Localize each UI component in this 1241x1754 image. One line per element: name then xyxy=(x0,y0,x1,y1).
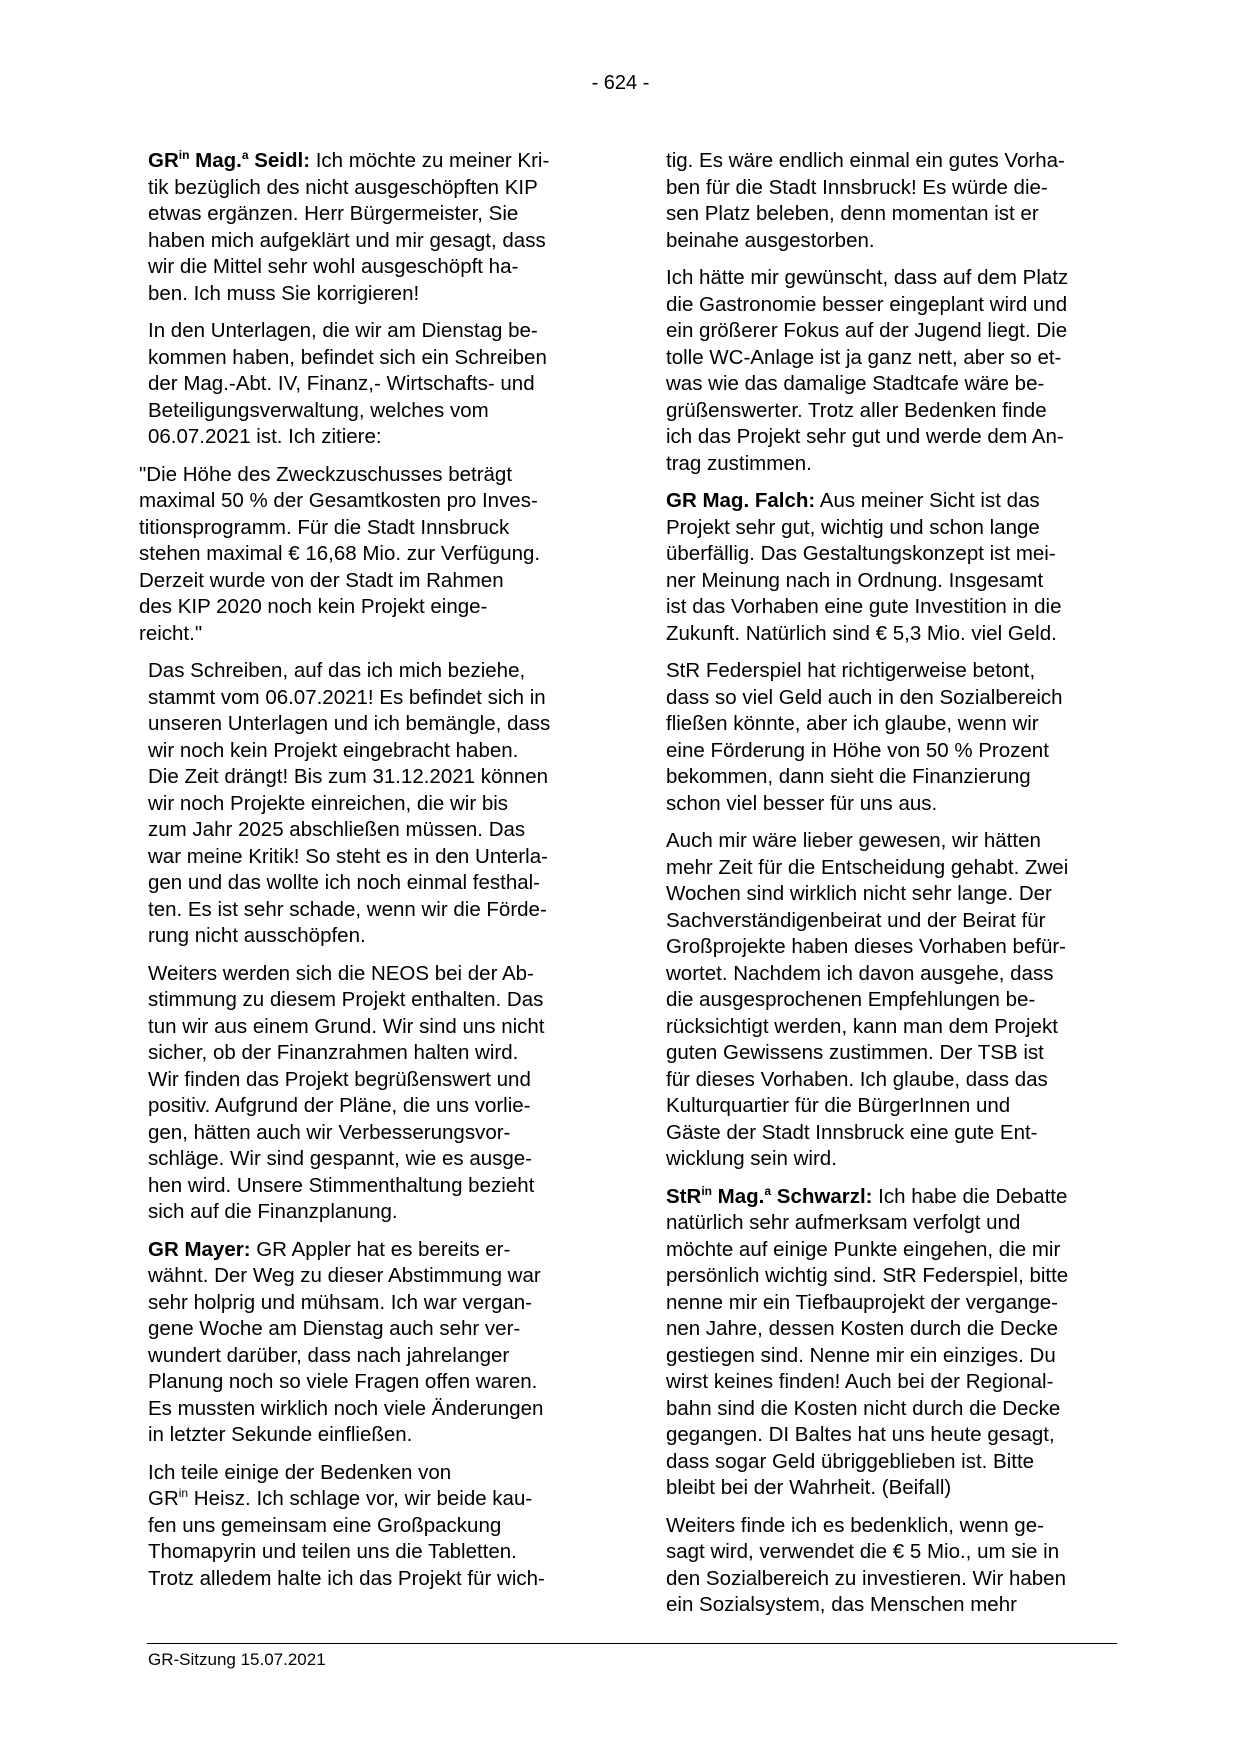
paragraph: Weiters werden sich die NEOS bei der Ab- stimmung zu diesem Projekt enthalten. Das tun wir aus einem Grund. Wir sind uns nicht sicher, ob der Finanzrahmen halten wird. Wir finden das Projekt begrüßenswert und positiv. Aufgrund der Pläne, die uns vorlie- gen, hätten auch wir Verbesserungsvor- schläge. Wir sind gespannt, wie es ausge- hen wird. Unsere Stimmenthaltung bezieht sich auf die Finanzplanung. xyxy=(148,961,545,1223)
footer-session-date: GR-Sitzung 15.07.2021 xyxy=(148,1650,326,1669)
paragraph: Auch mir wäre lieber gewesen, wir hätten mehr Zeit für die Entscheidung gehabt. Zwei Wochen sind wirklich nicht sehr lange. Der Sachverständigenbeirat und der Beirat für Großprojekte haben dieses Vorhaben befür- wortet. Nachdem ich davon ausgehe, dass die ausgesprochenen Empfehlungen be- rücksichtigt werden, kann man dem Projekt guten Gewissens zustimmen. Der TSB ist für dieses Vorhaben. Ich glaube, dass das Kulturquartier für die BürgerInnen und Gäste der Stadt Innsbruck eine gute Ent- wicklung sein wird. xyxy=(666,829,1069,1170)
paragraph: StR Federspiel hat richtigerweise betont, dass so viel Geld auch in den Sozialbereich fließen könnte, aber ich glaube, wenn wir eine Förderung in Höhe von 50 % Prozent bekommen, dann sieht die Finanzierung schon viel besser für uns aus. xyxy=(666,659,1063,815)
paragraph: In den Unterlagen, die wir am Dienstag be- kommen haben, befindet sich ein Schreiben der Mag.-Abt. IV, Finanz,- Wirtschafts- und Beteiligungsverwaltung, welches vom 06.07.2021 ist. Ich zitiere: xyxy=(148,319,547,448)
left-column xyxy=(139,148,588,1603)
paragraph: tig. Es wäre endlich einmal ein gutes Vorha- ben für die Stadt Innsbruck! Es würde die- sen Platz beleben, denn momentan ist er beinahe ausgestorben. xyxy=(666,149,1065,252)
page-number: - 624 - xyxy=(591,72,650,94)
paragraph-seidl-intro: $GR^{in}$ Mag.$^a$ Seidl: Ich möchte zu meiner Kri- tik bezüglich des nicht ausgeschöpften KIP etwas ergänzen. Herr Bürgermeister, Sie haben mich aufgeklärt und mir gesagt, dass wir die Mittel sehr wohl ausgeschöpft ha- ben. Ich muss Sie korrigieren! xyxy=(148,148,550,305)
paragraph: Das Schreiben, auf das ich mich beziehe, stammt vom 06.07.2021! Es befindet sich in unseren Unterlagen und ich bemängle, dass wir noch kein Projekt eingebracht haben. Die Zeit drängt! Bis zum 31.12.2021 können wir noch Projekte einreichen, die wir bis zum Jahr 2025 abschließen müssen. Das war meine Kritik! So steht es in den Unterla- gen und das wollte ich noch einmal festhal- ten. Es ist sehr schade, wenn wir die Förde- rung nicht ausschöpfen. xyxy=(148,659,551,947)
speaker-name: GR Mag. Falch: xyxy=(666,489,816,512)
footer-divider xyxy=(147,1643,1117,1644)
speaker-name: StR$^{in}$ Mag.$^a$ Schwarzl: xyxy=(666,1183,873,1208)
paragraph: Ich hätte mir gewünscht, dass auf dem Platz die Gastronomie besser eingeplant wird und ein größerer Fokus auf der Jugend liegt. Die tolle WC-Anlage ist ja ganz nett, aber so et- was wie das damalige Stadtcafe wäre be- grüßenswerter. Trotz aller Bedenken finde ich das Projekt sehr gut und werde dem An- trag zustimmen. xyxy=(666,266,1069,475)
paragraph-mayer: GR Mayer: GR Appler hat es bereits er- wähnt. Der Weg zu dieser Abstimmung war sehr holprig und mühsam. Ich war vergan- gene Woche am Dienstag auch sehr ver- wundert darüber, dass nach jahrelanger Planung noch so viele Fragen offen waren. Es mussten wirklich noch viele Änderungen in letzter Sekunde einfließen. xyxy=(148,1237,544,1446)
speaker-name: GR Mayer: xyxy=(148,1237,251,1261)
speaker-name: $GR^{in}$ Mag.$^a$ Seidl: xyxy=(148,148,311,172)
paragraph: Ich teile einige der Bedenken von $GR^{in}$ Heisz. Ich schlage vor, wir beide kau- fen uns gemeinsam eine Großpackung Thomapyrin und teilen uns die Tabletten. Trotz alledem halte ich das Projekt für wich- xyxy=(148,1460,545,1590)
paragraph-schwarzl: StR$^{in}$ Mag.$^a$ Schwarzl: Ich habe die Debatte natürlich sehr aufmerksam verfolgt und möchte auf einige Punkte eingehen, die mir persönlich wichtig sind. StR Federspiel, bitte nenne mir ein Tiefbauprojekt der vergange- nen Jahre, dessen Kosten durch die Decke gestiegen sind. Nenne mir ein einziges. Du wirst keines finden! Auch bei der Regional- bahn sind die Kosten nicht durch die Decke gegangen. DI Baltes hat uns heute gesagt, dass sogar Geld übriggeblieben ist. Bitte bleibt bei der Wahrheit. (Beifall) xyxy=(666,1183,1069,1499)
paragraph: Weiters finde ich es bedenklich, wenn ge- sagt wird, verwendet die € 5 Mio., um sie in den Sozialbereich zu investieren. Wir haben ein Sozialsystem, das Menschen mehr xyxy=(666,1513,1066,1616)
right-column xyxy=(666,148,1106,1630)
paragraph-falch: GR Mag. Falch: Aus meiner Sicht ist das Projekt sehr gut, wichtig und schon lange überfällig. Das Gestaltungskonzept ist mei- ner Meinung nach in Ordnung. Insgesamt ist das Vorhaben eine gute Investition in die Zukunft. Natürlich sind € 5,3 Mio. viel Geld. xyxy=(666,489,1062,645)
quote-paragraph: "Die Höhe des Zweckzuschusses beträgt maximal 50 % der Gesamtkosten pro Inves- titionsprogramm. Für die Stadt Innsbruck stehen maximal € 16,68 Mio. zur Verfügung. Derzeit wurde von der Stadt im Rahmen des KIP 2020 noch kein Projekt einge- reicht." xyxy=(139,462,541,645)
